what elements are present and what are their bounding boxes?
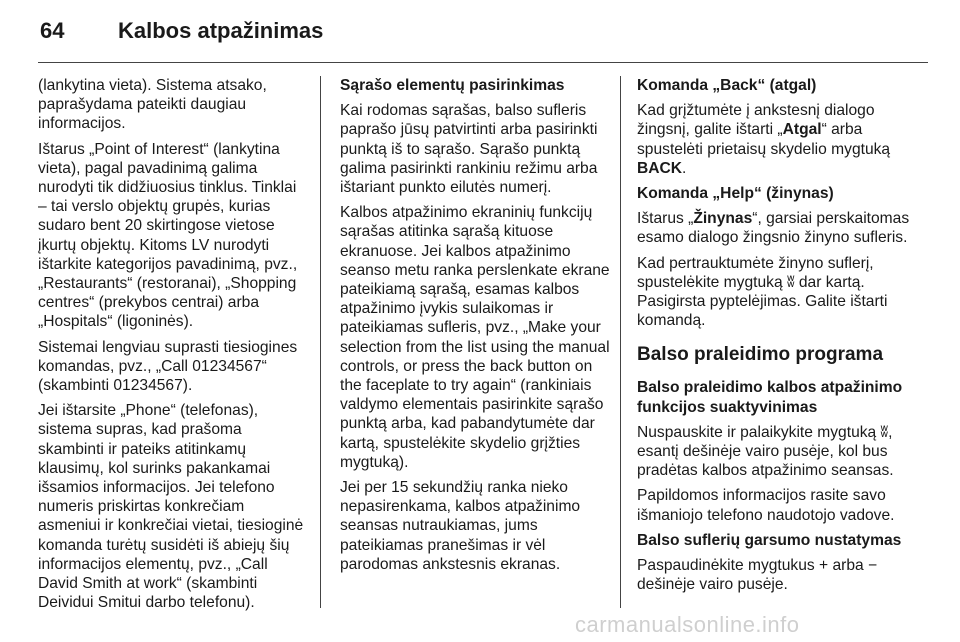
voice-skip-heading: Balso praleidimo kalbos atpažinimo funkcijos suaktyvinimas [637,379,903,416]
paragraph: Kai rodomas sąrašas, balso sufleris paprašo jūsų patvirtinti arba pasirinkti punktą iš to sąrašo. Sąrašo punktą galima pasirinkti rankiniu režimu arba ištariant punkto eilutės numerį. [340,102,598,197]
column-1 [38,76,308,618]
paragraph: Jei ištarsite „Phone“ (telefonas), sistema supras, kad prašoma skambinti ir pateiks atitinkamų klausimų, kol surinks pakankamai išsamios informacijos. Jei telefono numeris priskirtas konkrečiam asmeniui ir konkrečiai vietai, tiesioginė komanda turėtų susidėti iš abiejų šių informacijos elementų, pvz., „Call David Smith at work“ (skambinti Deividui Smitui darbo telefonu). [38,402,304,612]
page-header [40,18,323,48]
zinynas-keyword: Žinynas [693,210,753,228]
page-number: 64 [40,18,65,43]
column-2 [340,76,615,580]
paragraph: Sistemai lengviau suprasti tiesiogines komandas, pvz., „Call 01234567“ (skambinti 01234567). [38,338,298,395]
page-title: Kalbos atpažinimas [118,18,324,43]
section-title: Balso praleidimo programa [637,344,884,366]
watermark: carmanualsonline.info [575,612,800,637]
help-command-text: Ištarus „Žinynas“, garsiai perskaitomas esamo dialogo žingsnio žinyno sufleris. [637,210,910,247]
help-command-heading: Komanda „Help“ (žinynas) [637,185,834,203]
voice-skip-text: Nuspauskite ir palaikykite mygtuką ʬ, esantį dešinėje vairo pusėje, kol bus pradėtas kalbos atpažinimo seansas. [637,423,894,480]
minus-icon: − [868,557,878,575]
voice-icon: ʬ [880,423,889,441]
back-key-label: BACK [637,159,683,177]
paragraph: Jei per 15 sekundžių ranka nieko nepasirenkama, kalbos atpažinimo seansas nutraukiamas, jums pateikiamas pranešimas ir vėl parodomas ankstesnis ekranas. [340,479,581,573]
column-divider-2 [620,76,621,608]
paragraph: Papildomos informacijos rasite savo išmaniojo telefono naudotojo vadove. [637,487,895,524]
atgal-keyword: Atgal [782,121,822,139]
voice-icon: ʬ [786,273,795,291]
volume-heading: Balso suflerių garsumo nustatymas [637,531,902,549]
plus-icon: + [819,557,829,575]
help-interrupt-text: Kad pertrauktumėte žinyno suflerį, spustelėkite mygtuką ʬ dar kartą. Pasigirsta pyptelėjimas. Galite ištarti komandą. [637,254,888,330]
volume-text: Paspaudinėkite mygtukus + arba − dešinėje vairo pusėje. [637,557,878,594]
section-heading: Sąrašo elementų pasirinkimas [340,77,565,94]
column-3 [637,76,929,600]
paragraph: (lankytina vieta). Sistema atsako, paprašydama pateikti daugiau informacijos. [38,77,267,133]
back-command-heading: Komanda „Back“ (atgal) [637,77,817,94]
column-divider-1 [320,76,321,608]
back-command-text: Kad grįžtumėte į ankstesnį dialogo žingsnį, galite ištarti „Atgal“ arba spustelėti prietaisų skydelio mygtuką BACK. [637,102,891,177]
paragraph: Kalbos atpažinimo ekraninių funkcijų sąrašas atitinka sąrašą kituose ekranuose. Jei kalbos atpažinimo seanso metu ranka perslenkate ekrane pateikiamą sąrašą, esamas kalbos atpažinimo įvykis sulaikomas ir pateikiamas sufleris, pvz., „Make your selection from the list using the manual controls, or press the back button on the faceplate to try again“ (rankiniais valdymo elementais pasirinkite sąrašo punktą arba, kad pabandytumėte dar kartą, spustelėkite skydelio grįžties mygtuką). [340,204,610,471]
paragraph: Ištarus „Point of Interest“ (lankytina vieta), pagal pavadinimą galima nurodyti tik didžiuosius tinklus. Tinklai – tai verslo objektų grupės, kurias sudaro bent 20 skirtingose vietose įkurtų objektų. Kitoms LV nurodyti ištarkite kategorijos pavadinimą, pvz., „Restaurants“ (restoranai), „Shopping centres“ (prekybos centrai) arba „Hospitals“ (ligoninės). [38,140,298,331]
header-rule [38,62,928,63]
